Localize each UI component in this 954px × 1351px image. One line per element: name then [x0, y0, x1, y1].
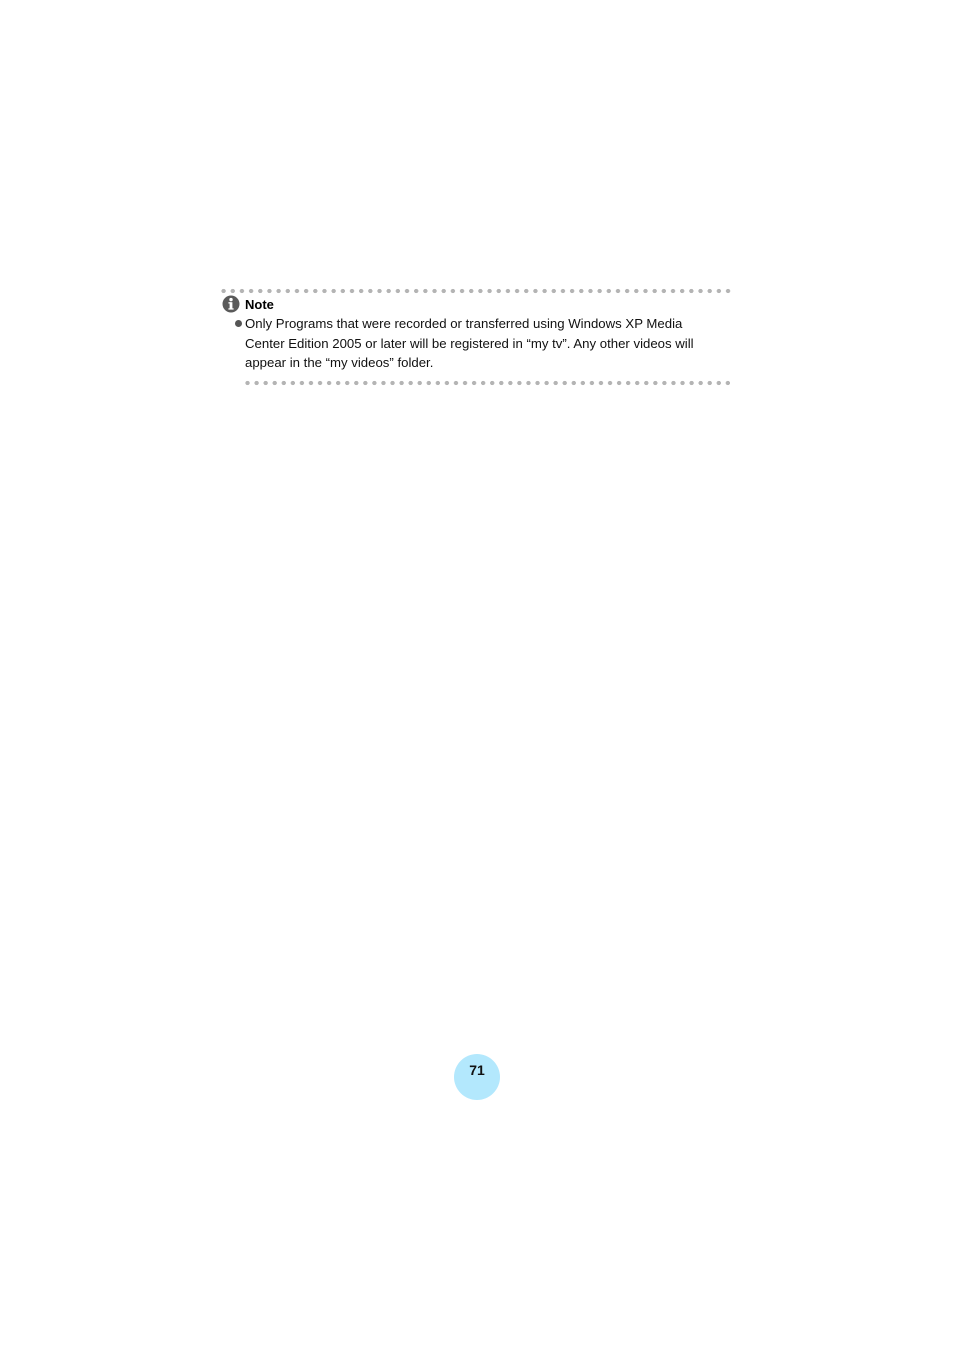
- note-list-item: [235, 314, 733, 373]
- note-bottom-divider: [243, 380, 733, 386]
- note-top-divider: [219, 288, 733, 294]
- page-number-badge: [454, 1054, 500, 1100]
- page-number: 71: [469, 1062, 485, 1078]
- bullet-icon: [235, 320, 242, 327]
- info-icon: [222, 295, 240, 313]
- note-item-text: Only Programs that were recorded or transferred using Windows XP Media Center Edition 2005 or later will be registered in “my tv”. Any other videos will appear in the “my videos” folder.: [245, 316, 694, 370]
- note-header: [222, 294, 274, 314]
- note-label: Note: [245, 296, 274, 312]
